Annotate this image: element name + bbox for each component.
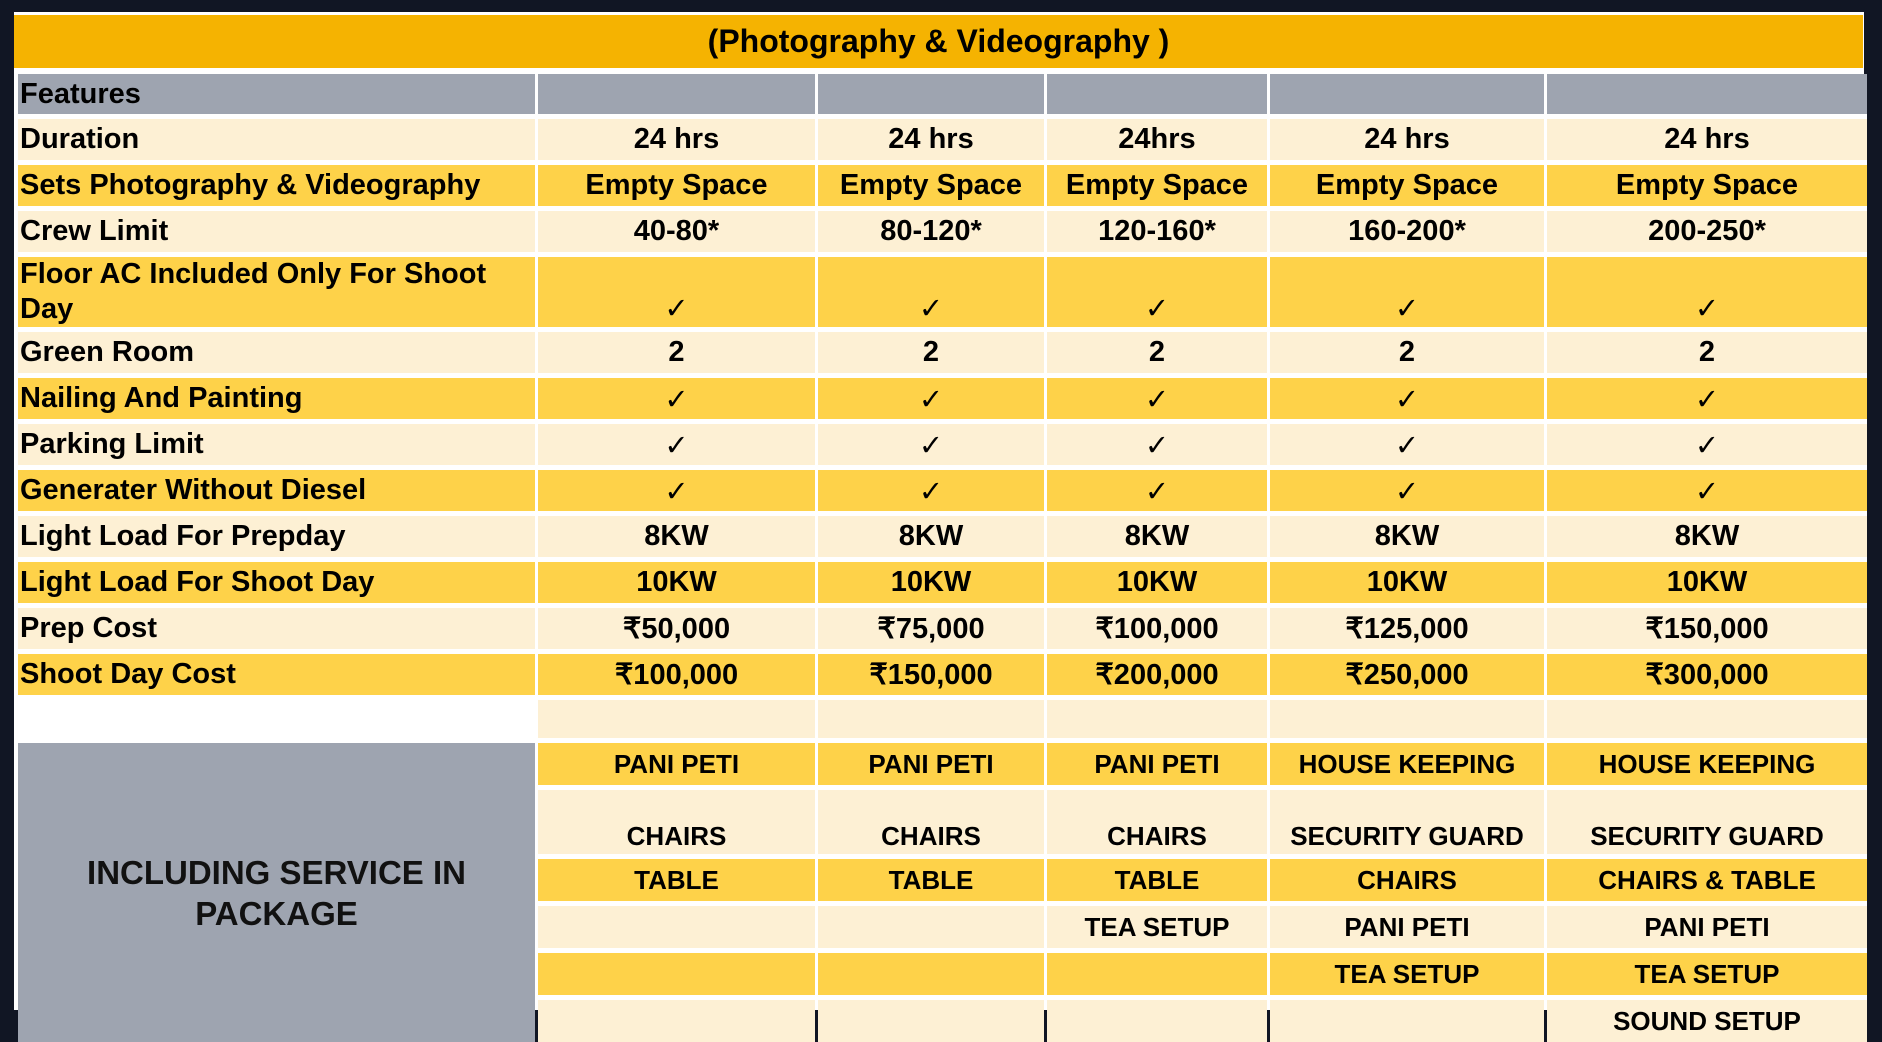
row-label: Nailing And Painting [18, 378, 535, 419]
service-item [1047, 1000, 1267, 1042]
table-cell: Empty Space [538, 165, 815, 206]
service-item [1270, 1000, 1544, 1042]
spacer-row [18, 700, 1867, 738]
check-icon: ✓ [1547, 257, 1867, 327]
table-cell: 40-80* [538, 211, 815, 252]
service-item: PANI PETI [1547, 906, 1867, 948]
service-item: TABLE [538, 859, 815, 901]
check-icon: ✓ [1270, 378, 1544, 419]
table-cell: 24 hrs [1270, 119, 1544, 160]
check-icon: ✓ [538, 470, 815, 511]
service-item: PANI PETI [538, 743, 815, 785]
table-cell: 2 [818, 332, 1044, 373]
service-item: PANI PETI [1270, 906, 1544, 948]
table-cell: ₹100,000 [1047, 608, 1267, 649]
check-icon: ✓ [818, 378, 1044, 419]
service-row [18, 743, 1867, 785]
features-table [15, 74, 1870, 1042]
service-item [538, 906, 815, 948]
header-cell [1270, 74, 1544, 114]
check-icon: ✓ [538, 257, 815, 327]
table-cell: 24hrs [1047, 119, 1267, 160]
row-label: Floor AC Included Only For Shoot Day [18, 257, 535, 327]
check-icon: ✓ [818, 424, 1044, 465]
service-item: PANI PETI [818, 743, 1044, 785]
table-cell: Empty Space [1270, 165, 1544, 206]
service-item [538, 953, 815, 995]
header-cell [1547, 74, 1867, 114]
service-item: SECURITY GUARD [1270, 790, 1544, 854]
package-services-label: INCLUDING SERVICE IN PACKAGE [18, 743, 535, 1042]
check-icon: ✓ [1547, 470, 1867, 511]
service-item [538, 1000, 815, 1042]
table-cell: ₹200,000 [1047, 654, 1267, 695]
table-cell: 8KW [1270, 516, 1544, 557]
table-cell: 80-120* [818, 211, 1044, 252]
table-row [18, 562, 1867, 603]
table-cell: ₹125,000 [1270, 608, 1544, 649]
table-cell: 24 hrs [1547, 119, 1867, 160]
check-icon: ✓ [1270, 470, 1544, 511]
check-icon: ✓ [1047, 378, 1267, 419]
service-item: SECURITY GUARD [1547, 790, 1867, 854]
service-item: PANI PETI [1047, 743, 1267, 785]
check-icon: ✓ [1547, 424, 1867, 465]
service-item: TABLE [1047, 859, 1267, 901]
header-cell [1047, 74, 1267, 114]
service-item: CHAIRS [1047, 790, 1267, 854]
table-cell: 8KW [538, 516, 815, 557]
table-cell: Empty Space [1047, 165, 1267, 206]
table-row [18, 119, 1867, 160]
table-row [18, 608, 1867, 649]
service-item [818, 953, 1044, 995]
table-row [18, 470, 1867, 511]
table-cell: 10KW [1547, 562, 1867, 603]
table-cell: 8KW [1047, 516, 1267, 557]
table-cell: ₹50,000 [538, 608, 815, 649]
table-cell: ₹75,000 [818, 608, 1044, 649]
check-icon: ✓ [1047, 257, 1267, 327]
table-row [18, 165, 1867, 206]
service-item: TEA SETUP [1547, 953, 1867, 995]
row-label: Prep Cost [18, 608, 535, 649]
table-cell: 24 hrs [538, 119, 815, 160]
table-cell: 160-200* [1270, 211, 1544, 252]
service-item: HOUSE KEEPING [1547, 743, 1867, 785]
table-row [18, 654, 1867, 695]
service-item: CHAIRS [818, 790, 1044, 854]
service-item: TEA SETUP [1047, 906, 1267, 948]
check-icon: ✓ [1047, 470, 1267, 511]
table-cell: ₹150,000 [1547, 608, 1867, 649]
row-label: Light Load For Prepday [18, 516, 535, 557]
service-item [818, 1000, 1044, 1042]
check-icon: ✓ [1547, 378, 1867, 419]
check-icon: ✓ [1047, 424, 1267, 465]
table-row [18, 516, 1867, 557]
header-row [18, 74, 1867, 114]
features-header: Features [18, 74, 535, 114]
table-cell: 10KW [538, 562, 815, 603]
table-cell: 10KW [1047, 562, 1267, 603]
table-cell: ₹100,000 [538, 654, 815, 695]
table-cell: 10KW [818, 562, 1044, 603]
table-cell: Empty Space [1547, 165, 1867, 206]
row-label: Parking Limit [18, 424, 535, 465]
row-label: Crew Limit [18, 211, 535, 252]
check-icon: ✓ [1270, 424, 1544, 465]
table-cell: 200-250* [1547, 211, 1867, 252]
table-cell: ₹300,000 [1547, 654, 1867, 695]
table-cell: 24 hrs [818, 119, 1044, 160]
table-cell: 120-160* [1047, 211, 1267, 252]
check-icon: ✓ [818, 470, 1044, 511]
service-item: TABLE [818, 859, 1044, 901]
check-icon: ✓ [538, 424, 815, 465]
table-row [18, 211, 1867, 252]
table-cell: Empty Space [818, 165, 1044, 206]
table-cell: 2 [1047, 332, 1267, 373]
service-item [818, 906, 1044, 948]
table-cell: ₹150,000 [818, 654, 1044, 695]
table-cell: 2 [1547, 332, 1867, 373]
table-cell: 2 [538, 332, 815, 373]
service-item: CHAIRS [538, 790, 815, 854]
table-row [18, 332, 1867, 373]
service-item [1047, 953, 1267, 995]
service-item: HOUSE KEEPING [1270, 743, 1544, 785]
header-cell [818, 74, 1044, 114]
row-label: Green Room [18, 332, 535, 373]
table-cell: ₹250,000 [1270, 654, 1544, 695]
service-item: TEA SETUP [1270, 953, 1544, 995]
row-label: Shoot Day Cost [18, 654, 535, 695]
row-label: Sets Photography & Videography [18, 165, 535, 206]
row-label: Duration [18, 119, 535, 160]
service-item: CHAIRS [1270, 859, 1544, 901]
check-icon: ✓ [1270, 257, 1544, 327]
table-cell: 2 [1270, 332, 1544, 373]
row-label: Generater Without Diesel [18, 470, 535, 511]
check-icon: ✓ [538, 378, 815, 419]
check-icon: ✓ [818, 257, 1044, 327]
service-item: SOUND SETUP [1547, 1000, 1867, 1042]
table-cell: 10KW [1270, 562, 1544, 603]
table-row [18, 424, 1867, 465]
table-cell: 8KW [818, 516, 1044, 557]
table-row [18, 257, 1867, 327]
table-cell: 8KW [1547, 516, 1867, 557]
page-title: (Photography & Videography ) [14, 15, 1863, 68]
header-cell [538, 74, 815, 114]
table-row [18, 378, 1867, 419]
service-item: CHAIRS & TABLE [1547, 859, 1867, 901]
row-label: Light Load For Shoot Day [18, 562, 535, 603]
